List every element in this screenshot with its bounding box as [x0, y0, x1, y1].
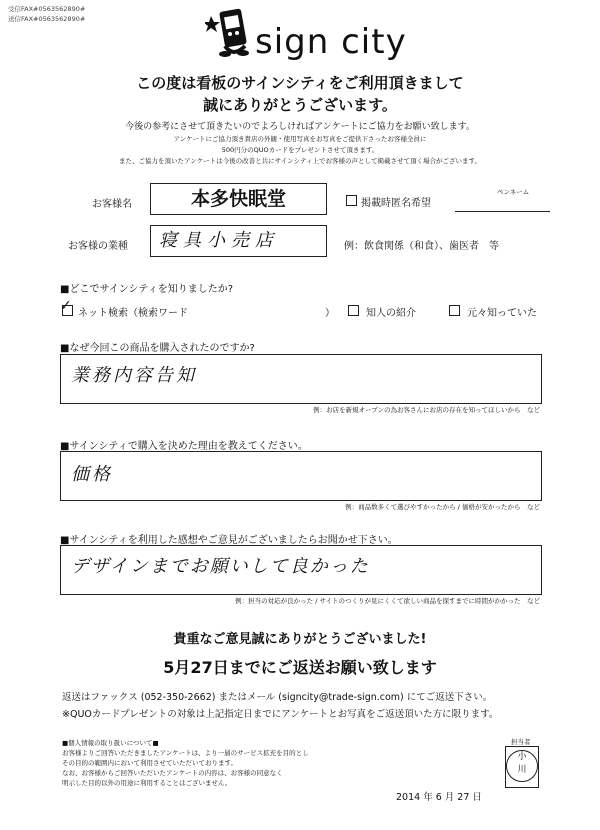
staff-label: 担当者: [511, 738, 531, 746]
q4-answer-box[interactable]: [60, 545, 542, 595]
q1-option-friend-checkbox[interactable]: [348, 305, 359, 316]
q1-option-net-label: ネット検索（検索ワード: [78, 308, 188, 319]
industry-example: 例：飲食関係（和食）、歯医者 等: [344, 241, 499, 252]
staff-stamp-box: [505, 746, 539, 788]
privacy-line-1: お客様よりご回答いただきましたアンケートは、より一層のサービス拡充を目的とし: [62, 749, 309, 757]
q1-option-net-close: ）: [325, 308, 335, 319]
industry-value: 寝具小売店: [159, 230, 279, 251]
intro-line-2: アンケートにご協力頂き貴店の外観・使用写真をお写真をご提供下さったお客様全員に: [173, 135, 427, 143]
industry-field[interactable]: [150, 225, 327, 257]
intro-line-3: 500円分のQUOカードをプレゼントさせて頂きます。: [221, 146, 379, 154]
privacy-title: ■個人情報の取り扱いについて■: [62, 739, 159, 747]
thanks-message: 貴重なご意見誠にありがとうございました!: [173, 632, 427, 647]
stamp-char-2: 川: [517, 765, 527, 775]
privacy-line-3: なお、お客様からご回答いただいたアンケートの内容は、お客様の同意なく: [62, 769, 283, 777]
q2-example: 例：お店を新規オープンの為お客さんにお店の存在を知ってほしいから など: [313, 406, 540, 414]
signboard-mascot-icon: [205, 6, 255, 61]
q1-option-friend-label: 知人の紹介: [366, 308, 416, 319]
intro-line-4: また、ご協力を頂いたアンケートは今後の改善と共にサインシティ上でお客様の声として掲載させて頂く場合がございます。: [119, 157, 481, 165]
check-mark-icon: ✓: [60, 298, 72, 314]
q2-question: ■なぜ今回この商品を購入されたのですか?: [60, 343, 255, 354]
q4-answer: デザインまでお願いして良かった: [71, 556, 370, 577]
industry-label: お客様の業種: [68, 241, 128, 252]
q3-answer-box[interactable]: [60, 451, 542, 501]
anonymous-label: 掲載時匿名希望: [361, 198, 431, 209]
privacy-line-4: 明示した目的以外の用途に利用することはございません。: [62, 779, 232, 787]
submission-date: 2014 年 6 月 27 日: [396, 792, 482, 803]
q3-example: 例：商品数多くて選びやすかったから / 価格が安かったから など: [345, 503, 540, 511]
name-field[interactable]: [150, 183, 327, 215]
stamp-char-1: 小: [517, 752, 527, 762]
name-label: お客様名: [92, 199, 132, 210]
deadline-message: 5月27日までにご返送お願い致します: [163, 658, 437, 677]
fax-sent-line: 送信FAX#0563562890#: [8, 15, 86, 23]
name-value: 本多快眠堂: [190, 188, 286, 210]
q2-answer-box[interactable]: [60, 354, 542, 404]
q4-question: ■サインシティを利用した感想やご意見がございましたらお聞かせ下さい。: [60, 535, 398, 546]
heading-line-1: この度は看板のサインシティをご利用頂きまして: [136, 74, 464, 92]
contact-info: 返送はファックス (052-350-2662) またはメール (signcity@trade-sign.com) にてご返送下さい。: [62, 692, 493, 703]
q2-answer: 業務内容告知: [71, 365, 197, 386]
privacy-line-2: その目的の範囲内において利用させていただいております。: [62, 759, 237, 767]
intro-line-1: 今後の参考にさせて頂きたいのでよろしければアンケートにご協力をお願い致します。: [125, 122, 475, 132]
privacy-section: [62, 738, 309, 788]
quo-note: ※QUOカードプレゼントの対象は上記指定日までにアンケートとお写真をご返送頂いた方に限ります。: [62, 709, 499, 720]
q4-example: 例：担当の対応が良かった / サイトのつくりが見にくくて欲しい商品を探すまでに時間がかかった など: [235, 597, 540, 605]
penname-field[interactable]: [455, 211, 550, 212]
logo-text: sign city: [255, 22, 407, 62]
fax-received-line: 受信FAX#0563562890#: [8, 5, 86, 13]
q3-question: ■サインシティで購入を決めた理由を教えてください。: [60, 441, 308, 452]
heading-line-2: 誠にありがとうございます。: [203, 96, 397, 114]
q1-option-known-checkbox[interactable]: [449, 305, 460, 316]
penname-label: ペンネーム: [497, 188, 530, 196]
staff-stamp: [506, 750, 538, 782]
q3-answer: 価格: [71, 464, 113, 485]
anonymous-checkbox[interactable]: [346, 195, 357, 206]
q1-question: ■どこでサインシティを知りましたか?: [60, 284, 234, 295]
q1-option-known-label: 元々知っていた: [467, 308, 537, 319]
